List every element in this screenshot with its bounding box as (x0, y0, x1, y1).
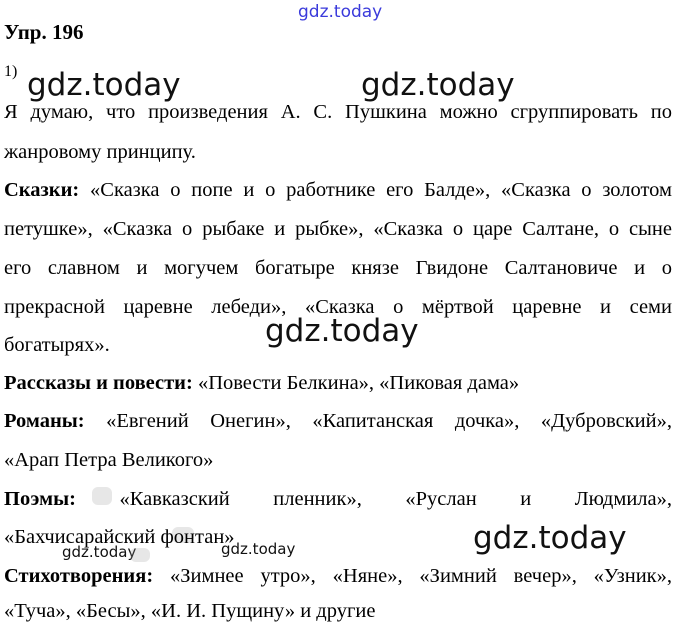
section-label-verses: Стихотворения: (4, 565, 154, 587)
section-label-stories: Рассказы и повести: (4, 372, 193, 394)
text-line: Я думаю, что произведения А. С. Пушкина можно сгруппировать по (4, 101, 672, 123)
watermark: gdz.today (221, 540, 296, 558)
scan-smudge (130, 548, 150, 562)
text-line (4, 180, 672, 201)
section-label-tales: Сказки: (4, 179, 80, 201)
text-line: жанровому принципу. (4, 141, 196, 163)
text-line: «Туча», «Бесы», «И. И. Пущину» и другие (4, 600, 376, 622)
text-span: «Кавказский пленник», «Руслан и Людмила», (119, 488, 672, 510)
text-line: его славном и могучем богатыре князе Гвидоне Салтановиче и о (4, 257, 672, 279)
watermark: gdz.today (361, 67, 515, 103)
watermark-top: gdz.today (298, 2, 383, 22)
text-line (4, 566, 672, 587)
text-span: «Сказка о попе и о работнике его Балде», «Сказка о золотом (90, 179, 673, 201)
watermark: gdz.today (265, 313, 419, 349)
text-line (4, 373, 672, 394)
watermark: gdz.today (62, 543, 137, 561)
text-span: «Зимнее утро», «Няне», «Зимний вечер», «Узник», (170, 565, 672, 587)
exercise-number: 1) (4, 63, 18, 80)
text-line (4, 489, 672, 510)
text-span: «Повести Белкина», «Пиковая дама» (197, 372, 520, 394)
watermark: gdz.today (473, 520, 627, 556)
text-line: «Бахчисарайский фонтан» (4, 526, 235, 548)
text-line: богатырях». (4, 334, 110, 356)
text-line: «Арап Петра Великого» (4, 449, 214, 471)
text-line: петушке», «Сказка о рыбаке и рыбке», «Сказка о царе Салтане, о сыне (4, 218, 672, 240)
section-label-poems: Поэмы: (4, 488, 76, 510)
text-line: прекрасной царевне лебеди», «Сказка о мёртвой царевне и семи (4, 296, 672, 318)
watermark: gdz.today (27, 67, 181, 103)
text-line (4, 411, 672, 432)
text-span: «Евгений Онегин», «Капитанская дочка», «Дубровский», (106, 410, 672, 432)
section-label-novels: Романы: (4, 410, 85, 432)
exercise-title: Упр. 196 (4, 20, 84, 44)
